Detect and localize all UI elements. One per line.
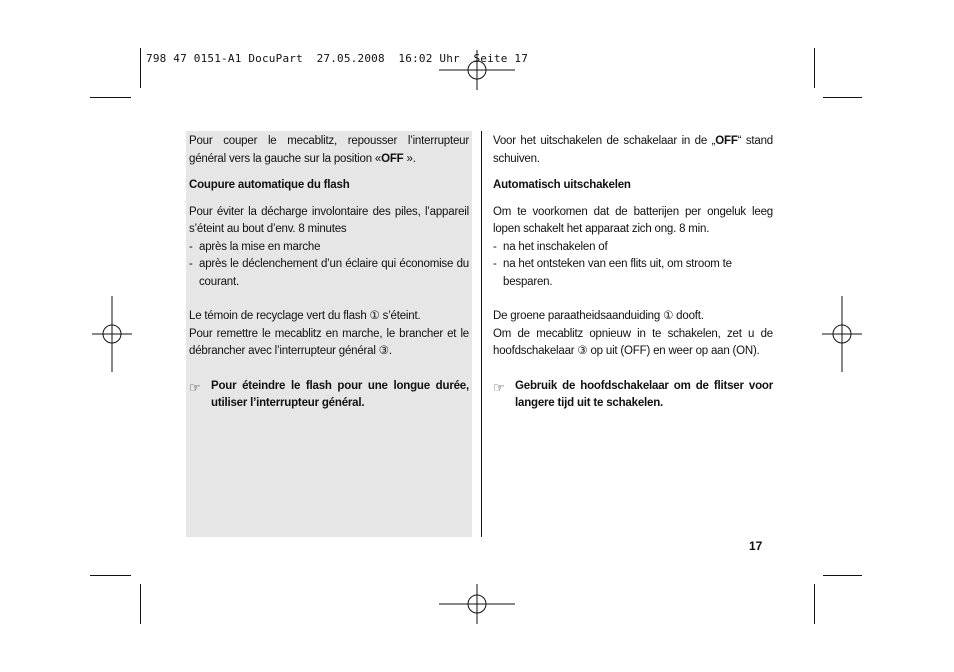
list-item: - na het ontsteken van een flits uit, om stroom te besparen. [493,258,732,288]
dutch-indicator-text: De groene paraatheidsaanduiding ① dooft. [493,310,704,322]
print-header: 798 47 0151-A1 DocuPart 27.05.2008 16:02 Uhr Seite 17 [146,52,529,65]
french-column [189,133,469,413]
crop-mark [814,584,815,624]
french-indicator-text: Le témoin de recyclage vert du flash ① s’éteint. [189,310,421,322]
french-restart-text: Pour remettre le mecablitz en marche, le brancher et le débrancher avec l’interrupteur général ③. [189,327,469,357]
french-heading: Coupure automatique du flash [189,179,350,191]
french-tip: ☞ Pour éteindre le flash pour une longue durée, utiliser l’interrupteur général. [189,379,469,409]
dutch-column [493,133,773,413]
crop-mark [140,584,141,624]
list-item: - après la mise en marche [189,240,321,253]
list-item: - après le déclenchement d’un éclaire qui économise du courant. [189,258,469,288]
pointing-hand-icon: ☞ [189,379,201,395]
dutch-auto-text: Om te voorkomen dat de batterijen per ongeluk leeg lopen schakelt het apparaat zich ong. 8 min. [493,205,773,235]
dutch-heading: Automatisch uitschakelen [493,179,631,191]
crop-mark [90,575,131,576]
french-auto-text: Pour éviter la décharge involontaire des piles, l’appareil s’éteint au bout d’env. 8 minutes [189,205,469,235]
column-divider [481,131,482,537]
crop-mark [90,97,131,98]
list-item: - na het inschakelen of [493,240,608,253]
page-number: 17 [749,539,763,553]
pointing-hand-icon: ☞ [493,379,505,395]
crop-mark [823,97,862,98]
crop-mark [823,575,862,576]
crop-mark [140,48,141,88]
french-intro: Pour couper le mecablitz, repousser l’interrupteur général vers la gauche sur la position «OFF ». [189,135,469,165]
dutch-intro: Voor het uitschakelen de schakelaar in de „OFF“ stand schuiven. [493,135,773,165]
dutch-restart-text: Om de mecablitz opnieuw in te schakelen, zet u de hoofdschakelaar ③ op uit (OFF) en weer op aan (ON). [493,327,773,357]
crop-mark [814,48,815,88]
dutch-tip: ☞ Gebruik de hoofdschakelaar om de flitser voor langere tijd uit te schakelen. [493,379,773,409]
